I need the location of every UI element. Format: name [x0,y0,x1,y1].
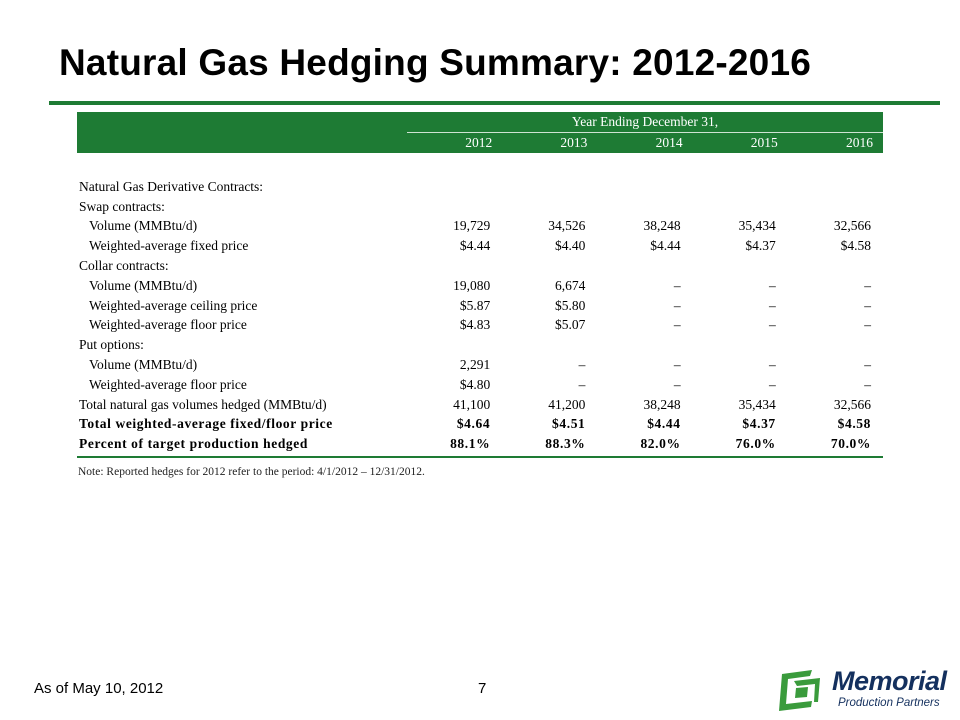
cell-value: $4.64 [456,416,491,432]
spacer-row [77,153,883,177]
hedging-table-container [77,112,883,458]
row-label: Volume (MMBtu/d) [89,218,198,234]
cell-value: 19,080 [453,277,491,293]
year-ending-header: Year Ending December 31, [407,112,883,133]
row-label: Weighted-average ceiling price [89,297,258,313]
cell-value: – [864,297,871,313]
cell-value: 76.0% [693,434,788,457]
cell-value [597,256,692,276]
table-row [77,335,883,355]
year-header: 2012 [407,133,502,154]
cell-value: $4.58 [837,416,871,432]
row-label: Volume (MMBtu/d) [89,357,198,373]
cell-value [788,335,883,355]
cell-value: – [578,376,586,392]
header-years-row [77,133,883,154]
cell-value: – [864,317,871,333]
cell-value: 70.0% [788,434,883,457]
table-row [77,355,883,375]
table-row-percent-hedged [77,434,883,457]
cell-value: – [673,357,681,373]
cell-value [788,197,883,217]
cell-value: $4.83 [459,317,491,333]
cell-value: – [769,376,776,392]
cell-value: 88.1% [407,434,502,457]
cell-value: – [673,317,681,333]
cell-value: 34,526 [548,218,586,234]
row-label: Weighted-average fixed price [89,238,249,254]
year-header: 2016 [788,133,883,154]
cell-value: – [673,277,681,293]
row-label: Collar contracts: [79,258,169,274]
logo-name: Memorial [832,666,947,696]
cell-value: 19,729 [453,218,491,234]
year-header: 2013 [502,133,597,154]
cell-value: $5.07 [555,317,586,333]
cell-value [693,256,788,276]
cell-value: $4.51 [552,416,586,432]
cell-value: – [864,376,871,392]
cell-value: $4.58 [840,238,871,254]
cell-value [502,256,597,276]
cell-value: $4.44 [650,238,681,254]
header-blank-cell [77,112,407,133]
table-row [77,395,883,415]
table-row-total-price [77,415,883,435]
table-row [77,296,883,316]
cell-value [788,256,883,276]
row-label: Total natural gas volumes hedged (MMBtu/d) [79,396,327,412]
cell-value: 32,566 [833,396,871,412]
cell-value: – [864,277,871,293]
table-row [77,276,883,296]
cell-value: $4.37 [745,238,776,254]
table-row [77,217,883,237]
cell-value: 38,248 [643,396,681,412]
cell-value: 32,566 [833,218,871,234]
table-row [77,316,883,336]
cell-value: 38,248 [643,218,681,234]
cell-value: 82.0% [597,434,692,457]
cell-value: – [769,277,776,293]
cell-value [502,197,597,217]
cell-value: 35,434 [738,218,776,234]
row-label: Weighted-average floor price [89,376,247,392]
header-band-row [77,112,883,133]
row-label: Swap contracts: [79,198,165,214]
cell-value: 41,100 [453,396,491,412]
page-title: Natural Gas Hedging Summary: 2012-2016 [59,42,812,83]
cell-value: – [864,357,871,373]
cell-value [502,335,597,355]
footnote: Note: Reported hedges for 2012 refer to the period: 4/1/2012 – 12/31/2012. [78,466,425,478]
section-title: Natural Gas Derivative Contracts: [79,178,264,194]
cell-value: $4.37 [742,416,776,432]
row-label: Volume (MMBtu/d) [89,277,198,293]
cell-value: 41,200 [548,396,586,412]
row-label: Put options: [79,337,144,353]
cell-value [597,335,692,355]
year-header: 2014 [597,133,692,154]
cell-value: – [769,357,776,373]
row-label: Total weighted-average fixed/floor price [79,416,333,432]
cell-value: $4.80 [459,376,491,392]
cell-value: $5.80 [555,297,586,313]
logo-mark-icon [768,664,832,714]
year-header: 2015 [693,133,788,154]
cell-value: 88.3% [502,434,597,457]
section-title-row [77,177,883,197]
header-blank-cell [77,133,407,154]
table-row [77,256,883,276]
cell-value [693,197,788,217]
cell-value: – [673,376,681,392]
logo-subtitle: Production Partners [838,697,940,709]
cell-value: – [769,317,776,333]
footer-date: As of May 10, 2012 [34,680,164,697]
cell-value [407,197,502,217]
cell-value: 35,434 [738,396,776,412]
cell-value: $4.40 [555,238,586,254]
cell-value: 6,674 [555,277,586,293]
cell-value: $4.44 [647,416,681,432]
cell-value: – [673,297,681,313]
cell-value [407,335,502,355]
cell-value: – [578,357,586,373]
row-label: Weighted-average floor price [89,317,247,333]
cell-value: – [769,297,776,313]
hedging-table [77,112,883,458]
title-divider [49,101,940,105]
cell-value: $4.44 [459,238,491,254]
table-row [77,197,883,217]
cell-value [407,256,502,276]
table-row [77,236,883,256]
row-label: Percent of target production hedged [77,434,407,457]
company-logo [768,664,948,714]
cell-value: 2,291 [459,357,491,373]
cell-value [693,335,788,355]
page-number: 7 [478,680,487,697]
cell-value [597,197,692,217]
table-row [77,375,883,395]
cell-value: $5.87 [459,297,491,313]
